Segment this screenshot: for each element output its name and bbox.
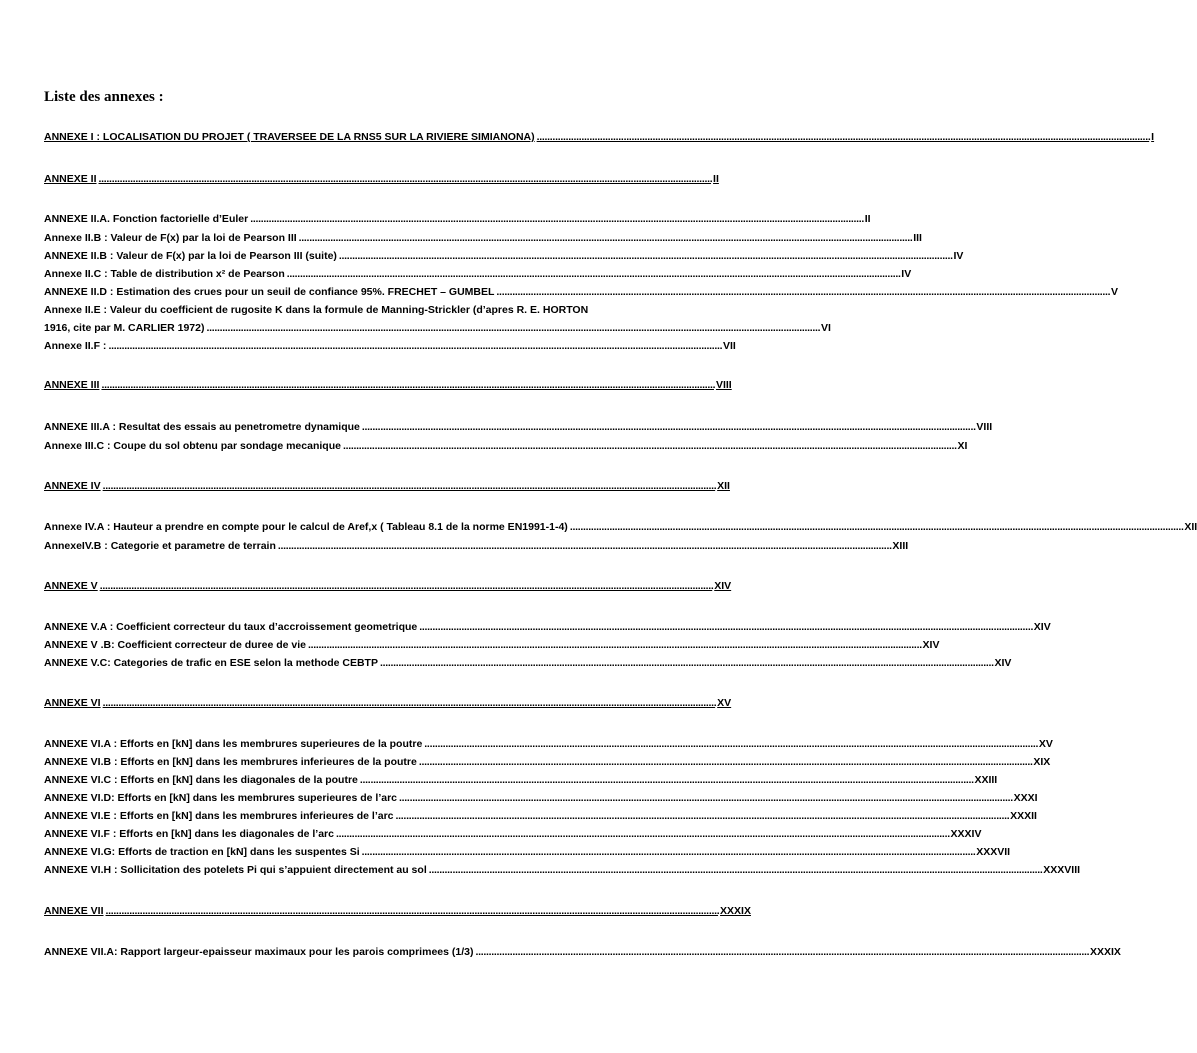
toc-entry[interactable]: ANNEXE III . . . VIII <box>44 378 656 392</box>
toc-entry[interactable]: ANNEXE II.A. Fonction factorielle d’Euler . . . II <box>44 212 656 226</box>
toc-entry[interactable]: Annexe II.B : Valeur de F(x) par la loi de Pearson III . . . III <box>44 231 656 245</box>
toc-entry[interactable]: ANNEXE VI.G: Efforts de traction en [kN] dans les suspentes Si . . . XXXVII <box>44 845 656 859</box>
toc-entry[interactable]: ANNEXE VII.A: Rapport largeur-epaisseur maximaux pour les parois comprimees (1/3) . . . XXXIX <box>44 945 656 959</box>
toc-entry[interactable]: ANNEXE V . . . XIV <box>44 579 656 593</box>
toc-entry[interactable]: ANNEXE VI.D: Efforts en [kN] dans les membrures superieures de l’arc . . . XXXI <box>44 791 656 805</box>
toc-entry[interactable]: AnnexeIV.B : Categorie et parametre de terrain . . . XIII <box>44 539 656 553</box>
toc-entry[interactable]: ANNEXE VI . . . XV <box>44 696 656 710</box>
toc-entry[interactable]: ANNEXE II.D : Estimation des crues pour un seuil de confiance 95%. FRECHET – GUMBEL . . . V <box>44 285 656 299</box>
toc-entry[interactable]: ANNEXE V.C: Categories de trafic en ESE selon la methode CEBTP . . . XIV <box>44 656 656 670</box>
toc-entry[interactable]: ANNEXE II.B : Valeur de F(x) par la loi de Pearson III (suite) . . . IV <box>44 249 656 263</box>
toc-entry[interactable]: ANNEXE III.A : Resultat des essais au penetrometre dynamique . . . VIII <box>44 420 656 434</box>
toc-entry-continued[interactable]: Annexe II.E : Valeur du coefficient de rugosite K dans la formule de Manning-Strickler (d’apres R. E. HORTON <box>44 304 589 316</box>
toc-entry[interactable]: ANNEXE VI.H : Sollicitation des potelets Pi qui s’appuient directement au sol . . . XXXVIII <box>44 863 656 877</box>
toc-entry[interactable]: ANNEXE VI.F : Efforts en [kN] dans les diagonales de l’arc . . . XXXIV <box>44 827 656 841</box>
toc-entry[interactable]: ANNEXE I : LOCALISATION DU PROJET ( TRAVERSEE DE LA RNS5 SUR LA RIVIERE SIMIANONA) . . . I <box>44 130 656 144</box>
toc-entry[interactable]: Annexe IV.A : Hauteur a prendre en compte pour le calcul de Aref,x ( Tableau 8.1 de la norme EN1991-1-4) . . . XII <box>44 520 656 534</box>
toc-entry[interactable]: ANNEXE VI.E : Efforts en [kN] dans les membrures inferieures de l’arc . . . XXXII <box>44 809 656 823</box>
toc-entry[interactable]: ANNEXE VI.B : Efforts en [kN] dans les membrures inferieures de la poutre . . . XIX <box>44 755 656 769</box>
toc-entry[interactable]: ANNEXE V.A : Coefficient correcteur du taux d’accroissement geometrique . . . XIV <box>44 620 656 634</box>
toc-entry[interactable]: ANNEXE VII . . . XXXIX <box>44 904 656 918</box>
toc-entry[interactable]: ANNEXE V .B: Coefficient correcteur de duree de vie . . . XIV <box>44 638 656 652</box>
page-title: Liste des annexes : <box>44 89 164 105</box>
toc-entry[interactable]: ANNEXE II . . . II <box>44 172 656 186</box>
toc-entry[interactable]: Annexe II.F : . . . VII <box>44 339 656 353</box>
toc-entry[interactable]: ANNEXE VI.C : Efforts en [kN] dans les diagonales de la poutre . . . XXIII <box>44 773 656 787</box>
toc-entry[interactable]: 1916, cite par M. CARLIER 1972) . . . VI <box>44 321 656 335</box>
toc-entry[interactable]: ANNEXE VI.A : Efforts en [kN] dans les membrures superieures de la poutre . . . XV <box>44 737 656 751</box>
toc-entry[interactable]: ANNEXE IV . . . XII <box>44 479 656 493</box>
toc-entry[interactable]: Annexe II.C : Table de distribution x² de Pearson . . . IV <box>44 267 656 281</box>
toc-entry[interactable]: Annexe III.C : Coupe du sol obtenu par sondage mecanique . . . XI <box>44 439 656 453</box>
